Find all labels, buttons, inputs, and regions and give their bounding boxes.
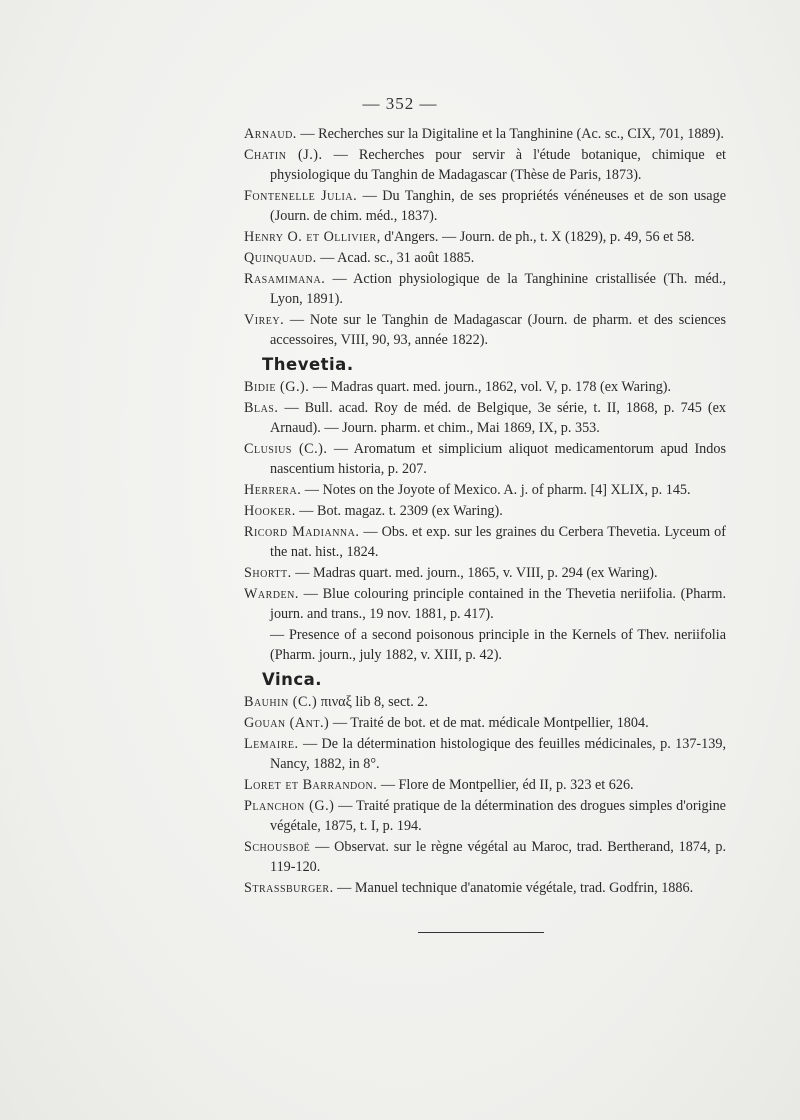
entry-author: Rasamimana. [244,271,326,287]
entry-text: — Bull. acad. Roy de méd. de Belgique, 3e série, t. II, 1868, p. 745 (ex Arnaud). — Journ. pharm. et chim., Mai 1869, IX, p. 353. [270,400,726,436]
end-divider [418,932,544,933]
bib-entry [244,269,726,309]
bib-entry [244,625,726,665]
entry-author: Planchon (G.) [244,798,335,814]
entry-text: — Obs. et exp. sur les graines du Cerbera Thevetia. Lyceum of the nat. hist., 1824. [270,524,726,560]
entry-text: — Bot. magaz. t. 2309 (ex Waring). [295,503,503,519]
bib-entry [244,692,726,712]
entry-author: Bauhin (C.) [244,694,318,710]
entry-author: Fontenelle Julia. [244,188,358,204]
entry-author: Clusius (C.). [244,441,328,457]
bib-entry [244,522,726,562]
entry-text: — Madras quart. med. journ., 1862, vol. V, p. 178 (ex Waring). [309,379,672,395]
entry-text: — Madras quart. med. journ., 1865, v. VIII, p. 294 (ex Waring). [291,565,658,581]
bib-entry [244,837,726,877]
bib-entry [244,248,726,268]
entry-author: Quinquaud. [244,250,317,266]
bib-entry [244,377,726,397]
bib-entry [244,124,726,144]
bib-entry [244,439,726,479]
entry-author: Ricord Madianna. [244,524,360,540]
entry-text: — Action physiologique de la Tanghinine cristallisée (Th. méd., Lyon, 1891). [270,271,726,307]
entry-author: Warden. [244,586,299,602]
entry-text: — Manuel technique d'anatomie végétale, trad. Godfrin, 1886. [333,880,694,896]
entry-author: Shortt. [244,565,292,581]
entry-author: Lemaire. [244,736,299,752]
entry-text: — Blue colouring principle contained in the Thevetia neriifolia. (Pharm. journ. and trans., 19 nov. 1881, p. 417). [270,586,726,622]
entry-author: Arnaud. [244,126,297,142]
entry-author: Schousboë [244,839,311,855]
entry-text: — Traité de bot. et de mat. médicale Montpellier, 1804. [329,715,649,731]
section-heading-vinca: Vinca. [262,670,323,689]
entry-author: Virey. [244,312,285,328]
bib-entry [244,186,726,226]
entry-text: — Presence of a second poisonous principle in the Kernels of Thev. neriifolia (Pharm. journ., july 1882, v. XIII, p. 42). [270,627,726,663]
bib-entry [244,878,726,898]
bib-entry [244,734,726,774]
entry-text: — Aromatum et simplicium aliquot medicamentorum apud Indos nascentium historia, p. 207. [270,441,726,477]
bib-entry [244,227,726,247]
bib-entry [244,398,726,438]
bib-entry [244,310,726,350]
entry-text: — Recherches pour servir à l'étude botanique, chimique et physiologique du Tanghin de Madagascar (Thèse de Paris, 1873). [270,147,726,183]
entry-author: Strassburger. [244,880,334,896]
bib-entry [244,145,726,185]
bib-entry [244,796,726,836]
bib-entry [244,713,726,733]
entry-author: Blas. [244,400,279,416]
entry-text: d'Angers. — Journ. de ph., t. X (1829), p. 49, 56 et 58. [380,229,695,245]
entry-text: — Du Tanghin, de ses propriétés vénéneuses et de son usage (Journ. de chim. méd., 1837). [270,188,726,224]
bib-entry [244,501,726,521]
page-number: — 352 — [362,94,438,113]
entry-author: Hooker. [244,503,296,519]
entry-text: — Flore de Montpellier, éd II, p. 323 et 626. [377,777,634,793]
bib-entry [244,480,726,500]
entry-author: Loret et Barrandon. [244,777,378,793]
entry-author: Gouan (Ant.) [244,715,330,731]
bib-entry [244,775,726,795]
entry-author: Chatin (J.). [244,147,323,163]
bib-entry [244,584,726,624]
entry-text: — Note sur le Tanghin de Madagascar (Journ. de pharm. et des sciences accessoires, VIII, 90, 93, année 1822). [270,312,726,348]
entry-author: Bidie (G.). [244,379,310,395]
entry-text: — Traité pratique de la détermination des drogues simples d'origine végétale, 1875, t. I, p. 194. [270,798,726,834]
entry-text: πιναξ lib 8, sect. 2. [317,694,428,710]
entry-text: — Notes on the Joyote of Mexico. A. j. of pharm. [4] XLIX, p. 145. [301,482,691,498]
entry-author: Herrera. [244,482,302,498]
entry-text: — Acad. sc., 31 août 1885. [316,250,475,266]
entry-text: — Recherches sur la Digitaline et la Tanghinine (Ac. sc., CIX, 701, 1889). [296,126,724,142]
bibliography [244,124,726,899]
entry-text: — De la détermination histologique des feuilles médicinales, p. 137-139, Nancy, 1882, in 8°. [270,736,726,772]
bib-entry [244,563,726,583]
entry-author: Henry O. et Ollivier, [244,229,381,245]
entry-text: — Observat. sur le règne végétal au Maroc, trad. Bertherand, 1874, p. 119-120. [270,839,726,875]
section-heading-thevetia: Thevetia. [262,355,354,374]
